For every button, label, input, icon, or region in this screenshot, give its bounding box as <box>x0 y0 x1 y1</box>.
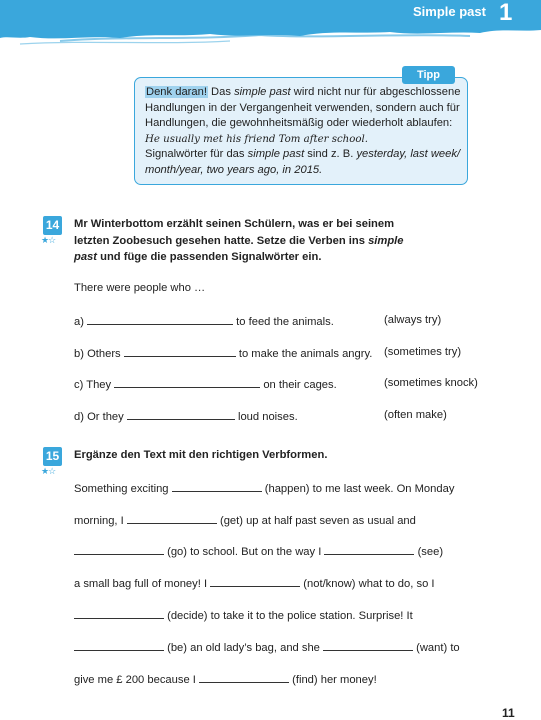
verb-hint: (always try) <box>384 314 442 326</box>
answer-blank[interactable] <box>210 576 300 587</box>
text-line: Something exciting (happen) to me last week. On Monday <box>74 483 455 495</box>
verb-hint: (often make) <box>384 409 447 421</box>
difficulty-stars-icon: ★☆ <box>41 235 56 245</box>
header-banner <box>0 0 541 52</box>
difficulty-stars-icon: ★☆ <box>41 466 56 476</box>
exercise-item: b) Others to make the animals angry. <box>74 348 373 360</box>
page-number: 11 <box>502 706 515 720</box>
answer-blank[interactable] <box>323 640 413 651</box>
answer-blank[interactable] <box>127 409 235 420</box>
tip-example: He usually met his friend Tom after school. <box>145 133 369 145</box>
answer-blank[interactable] <box>114 377 260 388</box>
exercise-item: d) Or they loud noises. <box>74 411 298 423</box>
tip-highlight: Denk daran! <box>146 86 207 98</box>
answer-blank[interactable] <box>74 640 164 651</box>
tip-text: Denk daran! Das simple past wird nicht nur für abgeschlossene Handlungen in der Vergangenheit verwenden, sondern auch für Handlungen, die gewohnheitsmäßig oder wiederholt ablaufen: He usually met his friend Tom after school. Signalwörter für das simple past sind z. B. yesterday, last week/ month/year, two years ago, in 2015. <box>145 86 461 176</box>
text-line: (decide) to take it to the police station. Surprise! It <box>74 608 413 622</box>
exercise-14-number: 14 <box>43 216 62 235</box>
answer-blank[interactable] <box>124 346 236 357</box>
text-line: a small bag full of money! I (not/know) what to do, so I <box>74 578 435 590</box>
answer-blank[interactable] <box>87 314 233 325</box>
text-line: give me £ 200 because I (find) her money! <box>74 674 377 686</box>
answer-blank[interactable] <box>127 513 217 524</box>
text-line: (be) an old lady’s bag, and she (want) to <box>74 640 460 654</box>
exercise-14-intro: There were people who … <box>74 282 206 294</box>
text-line: morning, I (get) up at half past seven as usual and <box>74 515 416 527</box>
answer-blank[interactable] <box>172 481 262 492</box>
exercise-15-number: 15 <box>43 447 62 466</box>
text-line: (go) to school. But on the way I (see) <box>74 544 443 558</box>
answer-blank[interactable] <box>74 608 164 619</box>
verb-hint: (sometimes try) <box>384 346 462 358</box>
exercise-item: a) to feed the animals. <box>74 316 334 328</box>
section-title: Simple past <box>413 4 486 19</box>
answer-blank[interactable] <box>74 544 164 555</box>
verb-hint: (sometimes knock) <box>384 377 478 389</box>
exercise-item: c) They on their cages. <box>74 379 337 391</box>
exercise-15-instruction: Ergänze den Text mit den richtigen Verbformen. <box>74 449 328 461</box>
unit-number: 1 <box>499 0 513 26</box>
answer-blank[interactable] <box>199 672 289 683</box>
tip-tag: Tipp <box>402 66 455 84</box>
answer-blank[interactable] <box>324 544 414 555</box>
exercise-14-instruction: Mr Winterbottom erzählt seinen Schülern, was er bei seinem letzten Zoobesuch gesehen hatte. Setze die Verben ins simple past und füge die passenden Signalwörter ein. <box>74 218 404 263</box>
